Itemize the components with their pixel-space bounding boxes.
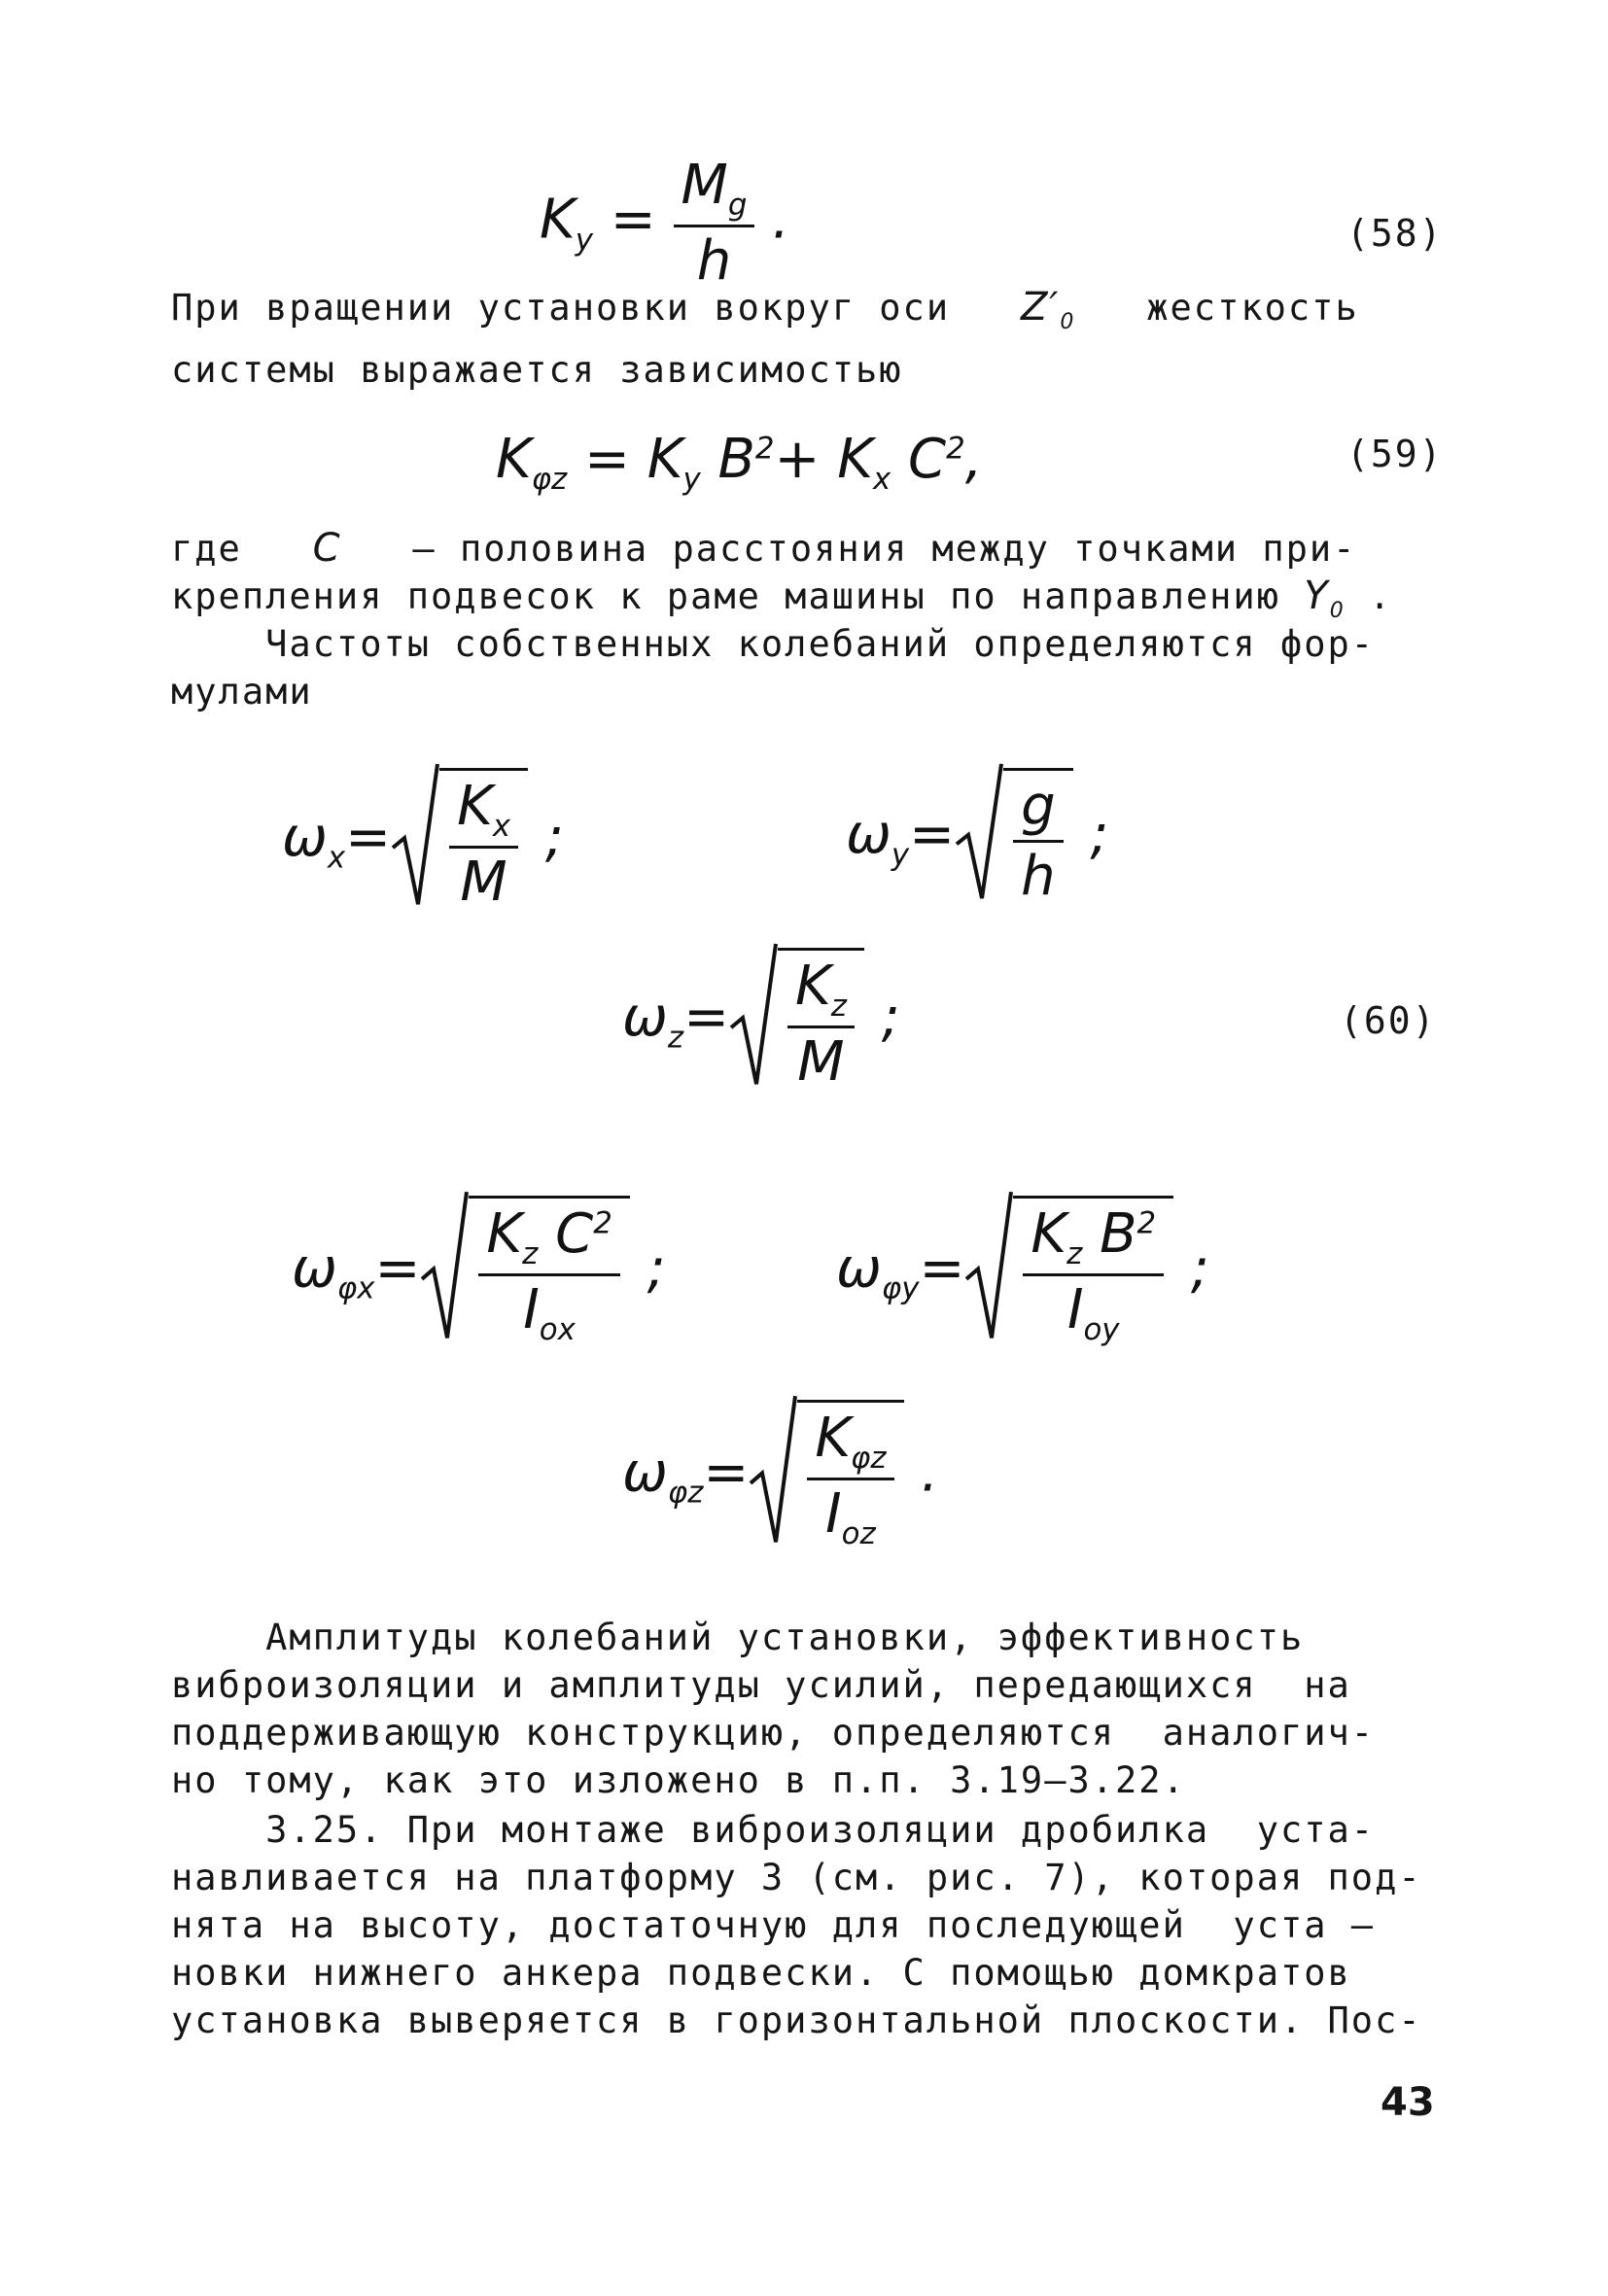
formula-omega-y: $\omega_y=$ $\frac{g}{h}$ ; <box>846 768 1108 908</box>
text-line: нята на высоту, достаточную для последующей уста – <box>171 1904 1376 1946</box>
formula-59: $K_{\varphi z} = K_y$ $B^2+ K_x$ $C^2$, <box>496 428 983 498</box>
formula-number-58: (58) <box>1346 212 1444 255</box>
symbol-z0-prime: $Z'_0$ <box>1020 285 1076 334</box>
text-line: Частоты собственных колебаний определяются фор- <box>171 623 1376 665</box>
text-line: виброизоляции и амплитуды усилий, передающихся на <box>171 1664 1351 1706</box>
formula-58: $K_y$ = $\frac{M_g}{h}$ . <box>540 154 789 294</box>
text-line: установка выверяется в горизонтальной плоскости. Пос- <box>171 2000 1422 2041</box>
formula-number-59: (59) <box>1346 433 1444 475</box>
fraction-mg-h: $\frac{M_g}{h}$ <box>674 154 755 293</box>
text-line: но тому, как это изложено в п.п. 3.19–3.22. <box>171 1759 1186 1801</box>
formula-number-60: (60) <box>1340 999 1437 1042</box>
text-line: мулами <box>171 671 313 713</box>
text-line: поддерживающую конструкцию, определяются аналогич- <box>171 1712 1376 1754</box>
symbol-c: C <box>312 526 342 571</box>
page-number: 43 <box>1381 2080 1435 2125</box>
text-line: При вращении установки вокруг оси <box>171 287 951 329</box>
text-line: системы выражается зависимостью <box>171 349 903 391</box>
formula-omega-z: $\omega_z=$ $\frac{K_z}{M}$ ; <box>622 948 900 1094</box>
text-line: новки нижнего анкера подвески. С помощью домкратов <box>171 1952 1351 1994</box>
text-line: где <box>171 528 242 570</box>
formula-omega-phi-x: $\omega_{\varphi x}=$ $\frac{K_z C^2}{I_{ox}}$ ; <box>292 1196 665 1347</box>
paragraph-amplitudes <box>171 1614 1435 1804</box>
paragraph-where-c: где C – половина расстояния между точками при- крепления подвесок к раме машины по направлению $Y_0$ . <box>171 526 1393 623</box>
text-line: жесткость <box>1146 287 1359 329</box>
formula-omega-phi-y: $\omega_{\varphi y}=$ $\frac{K_z B^2}{I_{oy}}$ ; <box>836 1196 1209 1347</box>
text-line: Амплитуды колебаний установки, эффективность <box>171 1617 1305 1658</box>
text-line: – половина расстояния между точками при- <box>412 528 1357 570</box>
paragraph-rotation <box>171 284 1435 394</box>
text-line: 3.25. При монтаже виброизоляции дробилка уста- <box>171 1809 1376 1851</box>
formula-omega-x: $\omega_x=$ $\frac{K_x}{M}$ ; <box>282 768 564 914</box>
paragraph-frequencies <box>171 620 1435 715</box>
symbol-y0: $Y_0$ <box>1304 574 1346 623</box>
formula-omega-phi-z: $\omega_{\varphi z}=$ $\frac{K_{\varphi z}}{I_{oz}}$ . <box>622 1400 938 1551</box>
text-line: крепления подвесок к раме машины по направлению <box>171 575 1280 617</box>
paragraph-3-25 <box>171 1806 1435 2044</box>
text-line: навливается на платформу 3 (см. рис. 7), которая под- <box>171 1857 1422 1898</box>
